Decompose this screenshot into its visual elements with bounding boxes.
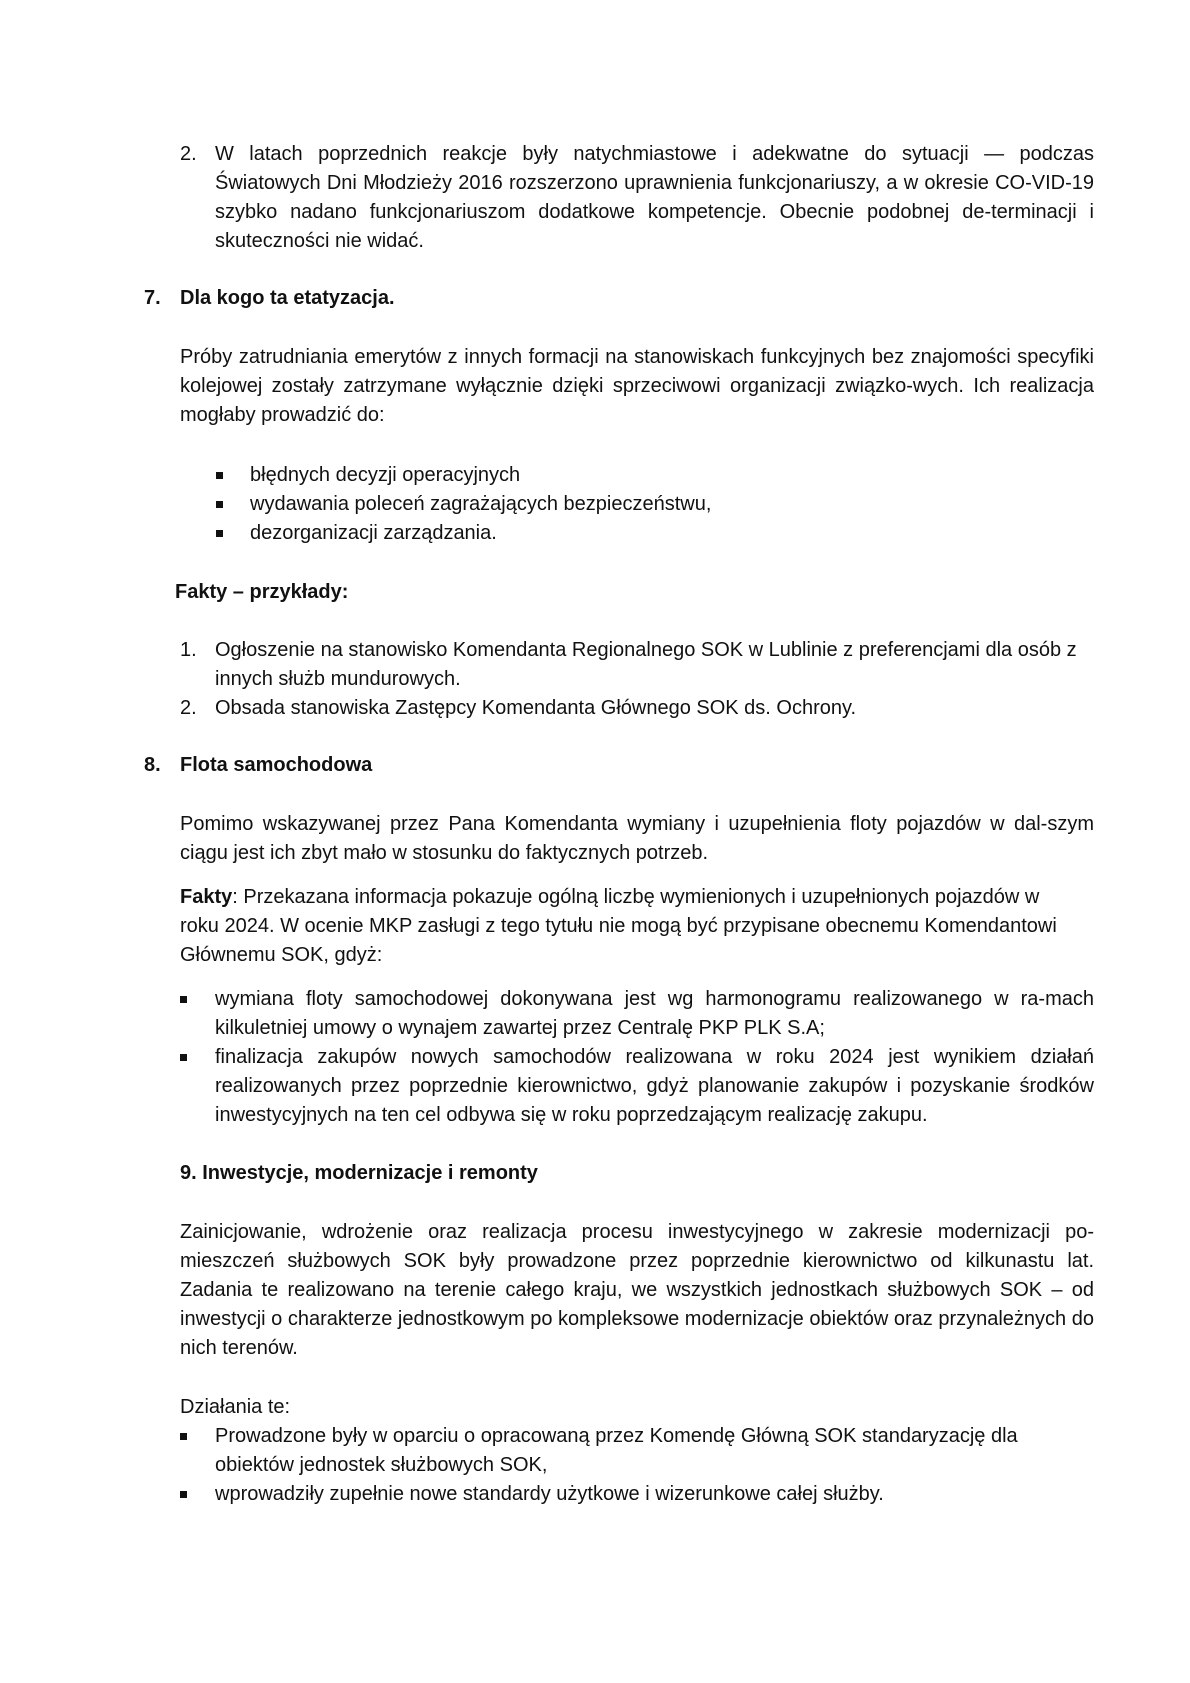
list-item-text: Obsada stanowiska Zastępcy Komendanta Głównego SOK ds. Ochrony.: [215, 697, 857, 719]
section-paragraph: Zainicjowanie, wdrożenie oraz realizacja procesu inwestycyjnego w zakresie modernizacji po-mieszczeń służbowych SOK były prowadzone przez poprzednie kierownictwo od kilkunastu lat. Zadania te realizowano na terenie całego kraju, we wszystkich jednostkach służbowych SOK – od inwestycji o charakterze jednostkowym po kompleksowe modernizacje obiektów oraz przynależnych do nich terenów.: [180, 1221, 1094, 1359]
facts-heading: Fakty – przykłady:: [175, 581, 349, 603]
bullet-text: wymiana floty samochodowej dokonywana jest wg harmonogramu realizowanego w ra-mach kilkuletniej umowy o wynajem zawartej przez Centralę PKP PLK S.A;: [215, 988, 1094, 1039]
facts-text: : Przekazana informacja pokazuje ogólną liczbę wymienionych i uzupełnionych pojazdów w roku 2024. W ocenie MKP zasługi z tego tytułu nie mogą być przypisane obecnemu Komendantowi Głównemu SOK, gdyż:: [180, 886, 1057, 966]
bullet-square-icon: [216, 530, 223, 537]
bullet-square-icon: [180, 1433, 187, 1440]
bullet-square-icon: [216, 501, 223, 508]
section-title: 9. Inwestycje, modernizacje i remonty: [180, 1162, 538, 1184]
section-title: Dla kogo ta etatyzacja.: [180, 287, 395, 309]
list-item-text: W latach poprzednich reakcje były natychmiastowe i adekwatne do sytuacji — podczas Światowych Dni Młodzieży 2016 rozszerzono uprawnienia funkcjonariuszy, a w okresie CO-VID-19 szybko nadano funkcjonariuszom dodatkowe kompetencje. Obecnie podobnej de-terminacji i skuteczności nie widać.: [215, 143, 1094, 252]
section-number: 8.: [144, 754, 161, 776]
bullet-square-icon: [180, 1054, 187, 1061]
facts-paragraph: [180, 883, 1080, 970]
section-title: Flota samochodowa: [180, 754, 373, 776]
list-number: 2.: [180, 143, 197, 165]
bullet-text: wydawania poleceń zagrażających bezpieczeństwu,: [250, 493, 712, 515]
section-paragraph: Próby zatrudniania emerytów z innych formacji na stanowiskach funkcyjnych bez znajomości specyfiki kolejowej zostały zatrzymane wyłącznie dzięki sprzeciwowi organizacji związko-wych. Ich realizacja mogłaby prowadzić do:: [180, 346, 1094, 426]
bullet-text: wprowadziły zupełnie nowe standardy użytkowe i wizerunkowe całej służby.: [215, 1483, 884, 1505]
list-number: 2.: [180, 697, 197, 719]
bullet-square-icon: [180, 1491, 187, 1498]
list-item-text: Ogłoszenie na stanowisko Komendanta Regionalnego SOK w Lublinie z preferencjami dla osób z innych służb mundurowych.: [215, 639, 1077, 690]
bullet-square-icon: [216, 472, 223, 479]
bullet-text: dezorganizacji zarządzania.: [250, 522, 497, 544]
section-paragraph: Pomimo wskazywanej przez Pana Komendanta wymiany i uzupełnienia floty pojazdów w dal-szym ciągu jest ich zbyt mało w stosunku do faktycznych potrzeb.: [180, 813, 1094, 864]
list-number: 1.: [180, 639, 197, 661]
bullet-text: błędnych decyzji operacyjnych: [250, 464, 521, 486]
section-number: 7.: [144, 287, 161, 309]
bullet-text: finalizacja zakupów nowych samochodów realizowana w roku 2024 jest wynikiem działań realizowanych przez poprzednie kierownictwo, gdyż planowanie zakupów i pozyskanie środków inwestycyjnych na ten cel odbywa się w roku poprzedzającym realizację zakupu.: [215, 1046, 1094, 1126]
actions-intro: Działania te:: [180, 1396, 291, 1418]
bullet-square-icon: [180, 996, 187, 1003]
bullet-text: Prowadzone były w oparciu o opracowaną przez Komendę Główną SOK standaryzację dla obiektów jednostek służbowych SOK,: [215, 1425, 1018, 1476]
facts-label: Fakty: [180, 886, 233, 908]
